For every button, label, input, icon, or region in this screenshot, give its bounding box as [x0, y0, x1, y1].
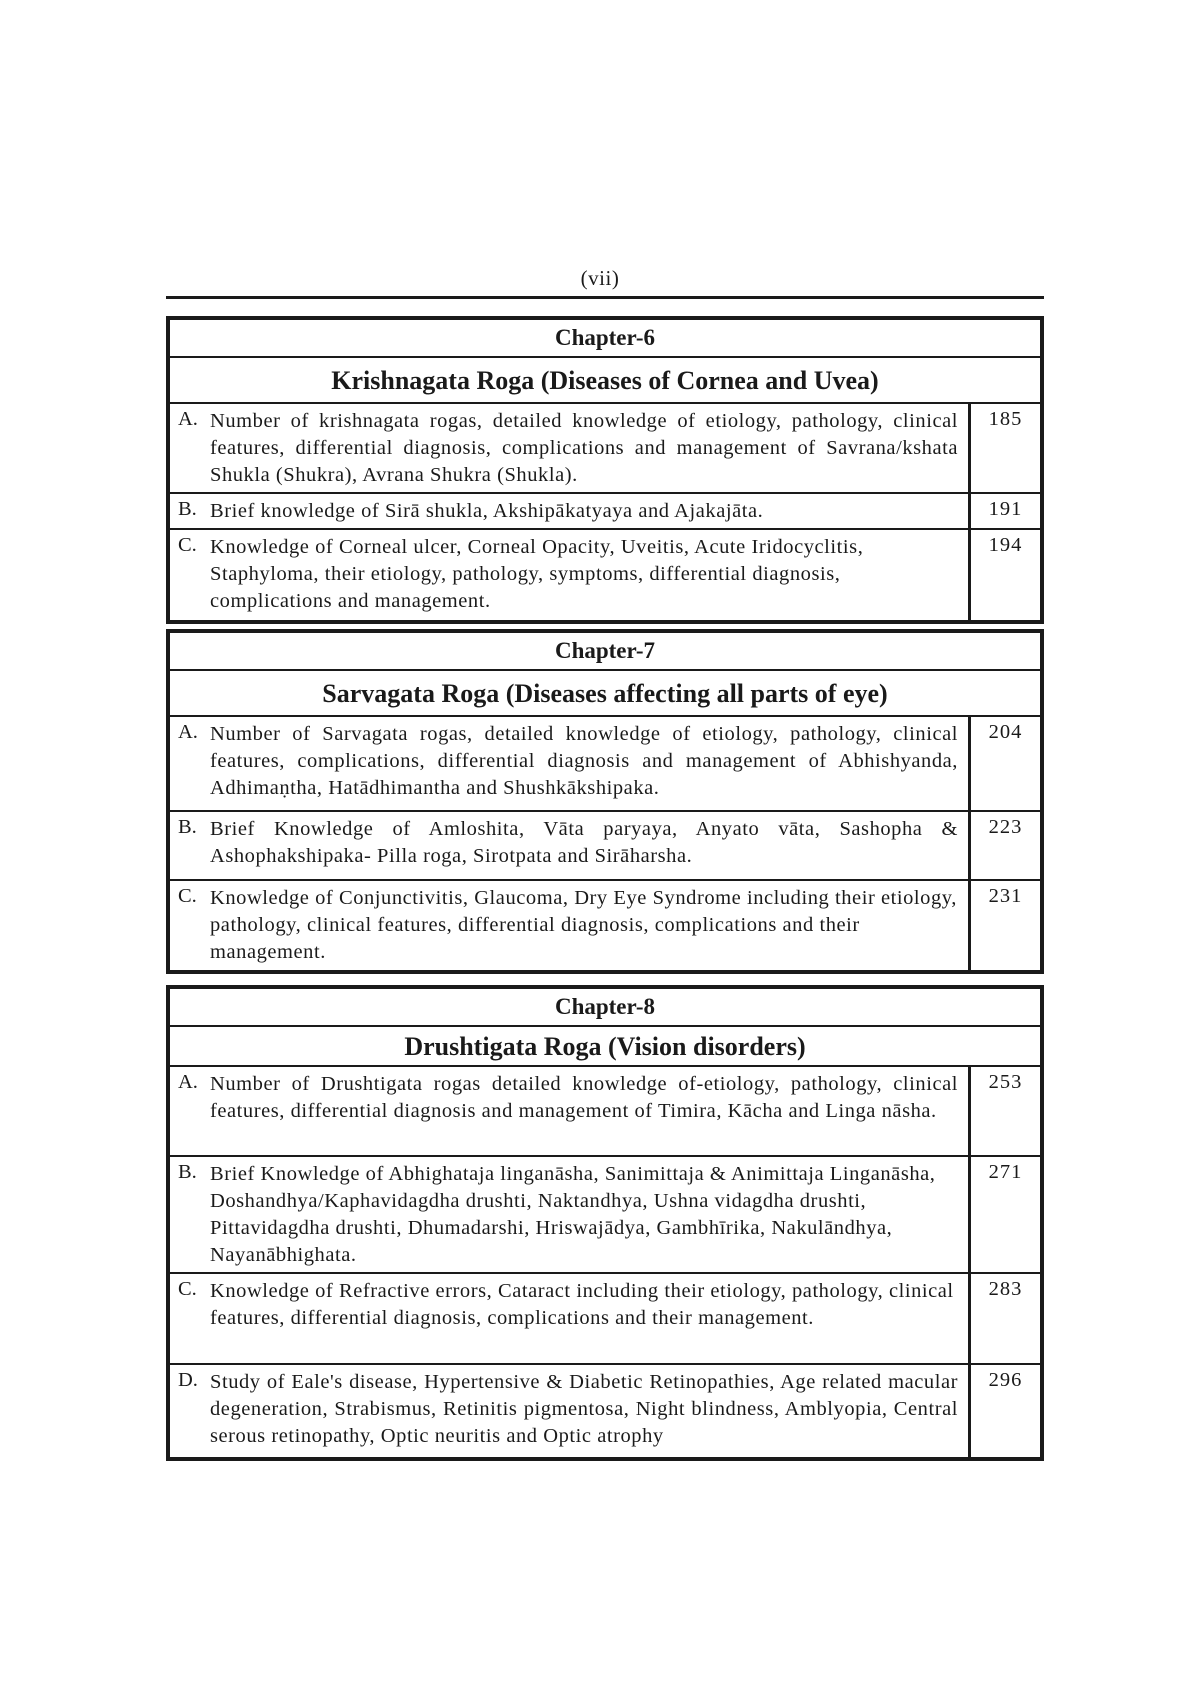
item-letter: B. — [178, 498, 197, 520]
syllabus-row — [170, 881, 1040, 970]
chapter-title: Krishnagata Roga (Diseases of Cornea and Uvea) — [170, 358, 1040, 404]
header-rule — [166, 296, 1044, 299]
chapter-6-table — [166, 316, 1044, 624]
item-letter: C. — [178, 885, 197, 907]
item-page: 185 — [968, 404, 1040, 492]
item-letter: A. — [178, 408, 198, 430]
item-letter: D. — [178, 1369, 198, 1391]
item-page: 253 — [968, 1067, 1040, 1155]
item-letter: B. — [178, 1161, 197, 1183]
chapter-7-table — [166, 629, 1044, 974]
syllabus-row — [170, 1365, 1040, 1457]
item-description: Brief Knowledge of Amloshita, Vāta paryaya, Anyato vāta, Sashopha & Ashophakshipaka- Pilla roga, Sirotpata and Sirāharsha. — [210, 818, 958, 867]
item-page: 271 — [968, 1157, 1040, 1272]
item-description: Knowledge of Conjunctivitis, Glaucoma, Dry Eye Syndrome including their etiology, pathology, clinical features, differential diagnosis, complications and their management. — [210, 887, 957, 963]
chapter-title: Drushtigata Roga (Vision disorders) — [170, 1027, 1040, 1067]
item-description: Knowledge of Corneal ulcer, Corneal Opacity, Uveitis, Acute Iridocyclitis, Staphyloma, their etiology, pathology, symptoms, differential diagnosis, complications and management. — [210, 536, 864, 612]
item-description: Number of Sarvagata rogas, detailed knowledge of etiology, pathology, clinical features, complications, differential diagnosis and management of Abhishyanda, Adhimaṇtha, Hatādhimantha and Shushkākshipaka. — [210, 723, 958, 799]
chapter-heading: Chapter-6 — [170, 320, 1040, 358]
item-description: Brief Knowledge of Abhighataja linganāsha, Sanimittaja & Animittaja Linganāsha, Doshandhya/Kaphavidagdha drushti, Naktandhya, Ushna vidagdha drushti, Pittavidagdha drushti, Dhumadarshi, Hriswajādya, Gambhīrika, Nakulāndhya, Nayanābhighata. — [210, 1163, 936, 1266]
syllabus-row — [170, 404, 1040, 494]
item-letter: B. — [178, 816, 197, 838]
item-page: 204 — [968, 717, 1040, 810]
item-page: 296 — [968, 1365, 1040, 1457]
item-page: 223 — [968, 812, 1040, 879]
item-letter: C. — [178, 1278, 197, 1300]
item-letter: A. — [178, 721, 198, 743]
chapter-heading: Chapter-8 — [170, 989, 1040, 1027]
syllabus-row — [170, 1157, 1040, 1274]
chapter-8-table — [166, 985, 1044, 1461]
item-description: Study of Eale's disease, Hypertensive & Diabetic Retinopathies, Age related macular degeneration, Strabismus, Retinitis pigmentosa, Night blindness, Amblyopia, Central serous retinopathy, Optic neuritis and Optic atrophy — [210, 1371, 958, 1447]
item-description: Brief knowledge of Sirā shukla, Akshipākatyaya and Ajakajāta. — [210, 500, 764, 522]
syllabus-row — [170, 717, 1040, 812]
syllabus-row — [170, 1274, 1040, 1365]
item-page: 231 — [968, 881, 1040, 970]
item-letter: A. — [178, 1071, 198, 1093]
item-description: Knowledge of Refractive errors, Cataract including their etiology, pathology, clinical features, differential diagnosis, complications and their management. — [210, 1280, 954, 1329]
syllabus-row — [170, 1067, 1040, 1157]
item-letter: C. — [178, 534, 197, 556]
syllabus-row — [170, 494, 1040, 530]
syllabus-row — [170, 530, 1040, 620]
item-page: 194 — [968, 530, 1040, 620]
item-page: 283 — [968, 1274, 1040, 1363]
page-number: (vii) — [580, 266, 620, 290]
item-description: Number of Drushtigata rogas detailed knowledge of-etiology, pathology, clinical features, differential diagnosis and management of Timira, Kācha and Linga nāsha. — [210, 1073, 958, 1122]
chapter-heading: Chapter-7 — [170, 633, 1040, 671]
chapter-title: Sarvagata Roga (Diseases affecting all parts of eye) — [170, 671, 1040, 717]
item-description: Number of krishnagata rogas, detailed knowledge of etiology, pathology, clinical features, differential diagnosis, complications and management of Savrana/kshata Shukla (Shukra), Avrana Shukra (Shukla). — [210, 410, 958, 486]
item-page: 191 — [968, 494, 1040, 528]
syllabus-row — [170, 812, 1040, 881]
